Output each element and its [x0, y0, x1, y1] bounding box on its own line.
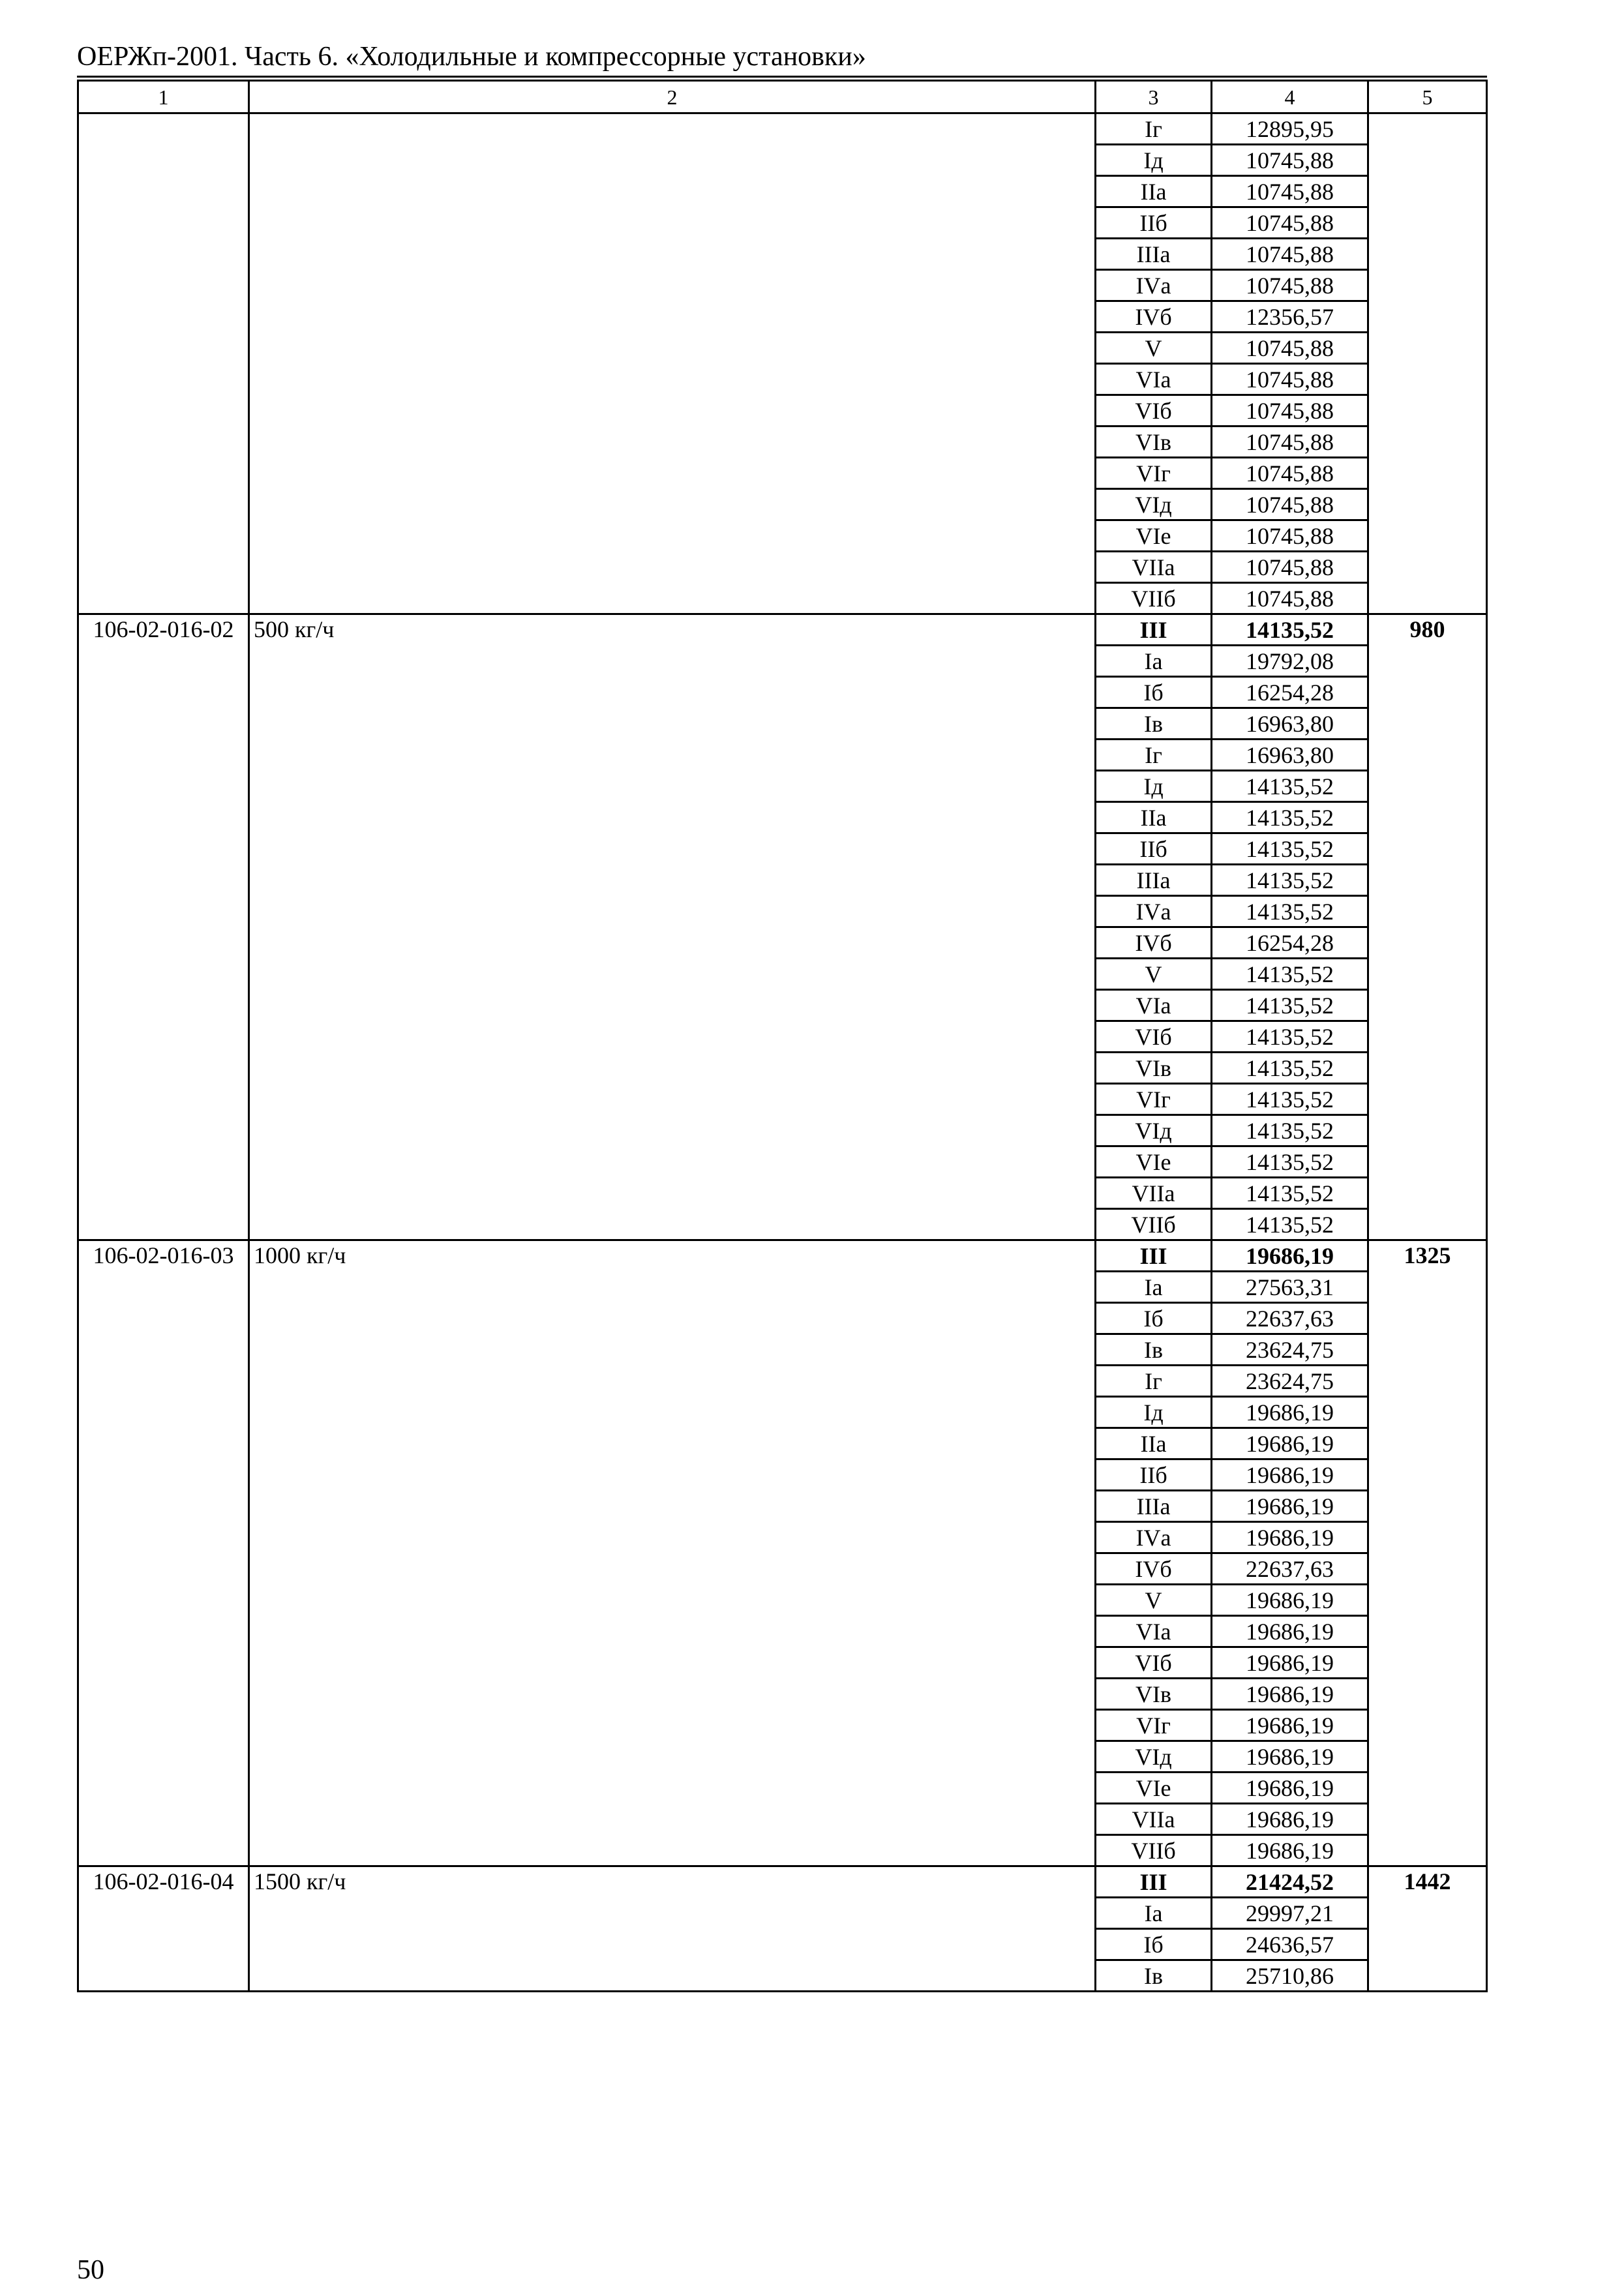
price-value: 19686,19: [1212, 1647, 1368, 1679]
price-value: 29997,21: [1212, 1898, 1368, 1929]
price-value: 19686,19: [1212, 1491, 1368, 1522]
zone-code: VIа: [1096, 1616, 1212, 1647]
zone-code: IVа: [1096, 896, 1212, 927]
zone-code: VIг: [1096, 1710, 1212, 1741]
zone-code: Iб: [1096, 1929, 1212, 1960]
price-value: 19686,19: [1212, 1522, 1368, 1553]
zone-code: VIд: [1096, 1741, 1212, 1773]
price-value: 16254,28: [1212, 677, 1368, 708]
zone-code: Iд: [1096, 771, 1212, 802]
item-code: [78, 113, 249, 614]
zone-code: VIб: [1096, 1021, 1212, 1053]
zone-code: VIIб: [1096, 1835, 1212, 1866]
price-value: 14135,52: [1212, 614, 1368, 646]
price-value: 14135,52: [1212, 1146, 1368, 1178]
item-code: 106-02-016-02: [78, 614, 249, 1240]
zone-code: IIа: [1096, 1428, 1212, 1459]
price-value: 19792,08: [1212, 646, 1368, 677]
zone-code: VIг: [1096, 1084, 1212, 1115]
price-value: 10745,88: [1212, 489, 1368, 520]
zone-code: IIб: [1096, 833, 1212, 865]
zone-code: IVа: [1096, 1522, 1212, 1553]
price-value: 14135,52: [1212, 1115, 1368, 1146]
table-row: [78, 1240, 1487, 1272]
zone-code: VIе: [1096, 1773, 1212, 1804]
price-value: 10745,88: [1212, 207, 1368, 239]
zone-code: VIд: [1096, 1115, 1212, 1146]
column-header: 2: [249, 81, 1096, 113]
page-number: 50: [77, 2255, 104, 2285]
price-value: 10745,88: [1212, 552, 1368, 583]
item-code: 106-02-016-04: [78, 1866, 249, 1992]
price-value: 22637,63: [1212, 1553, 1368, 1585]
zone-code: VIе: [1096, 520, 1212, 552]
zone-code: VIе: [1096, 1146, 1212, 1178]
zone-code: Iа: [1096, 1898, 1212, 1929]
price-table-container: [77, 80, 1488, 1992]
zone-code: IIIа: [1096, 239, 1212, 270]
price-value: 14135,52: [1212, 833, 1368, 865]
group-total: 1325: [1368, 1240, 1487, 1866]
zone-code: Iг: [1096, 740, 1212, 771]
zone-code: V: [1096, 959, 1212, 990]
price-value: 19686,19: [1212, 1240, 1368, 1272]
price-value: 19686,19: [1212, 1835, 1368, 1866]
zone-code: IIIа: [1096, 1491, 1212, 1522]
price-value: 23624,75: [1212, 1366, 1368, 1397]
zone-code: IVа: [1096, 270, 1212, 301]
zone-code: Iд: [1096, 145, 1212, 176]
zone-code: VIIа: [1096, 1178, 1212, 1209]
zone-code: IIб: [1096, 207, 1212, 239]
price-value: 14135,52: [1212, 1084, 1368, 1115]
price-value: 23624,75: [1212, 1334, 1368, 1366]
price-value: 14135,52: [1212, 771, 1368, 802]
column-header: 3: [1096, 81, 1212, 113]
price-value: 27563,31: [1212, 1272, 1368, 1303]
zone-code: VIIа: [1096, 552, 1212, 583]
price-value: 10745,88: [1212, 583, 1368, 614]
zone-code: VIд: [1096, 489, 1212, 520]
column-header: 1: [78, 81, 249, 113]
item-description: 500 кг/ч: [249, 614, 1096, 1240]
price-value: 12895,95: [1212, 113, 1368, 145]
price-value: 10745,88: [1212, 458, 1368, 489]
page-header: ОЕРЖп-2001. Часть 6. «Холодильные и компрессорные установки»: [77, 39, 1487, 78]
zone-code: IVб: [1096, 1553, 1212, 1585]
item-code: 106-02-016-03: [78, 1240, 249, 1866]
zone-code: IIIа: [1096, 865, 1212, 896]
zone-code: VIIа: [1096, 1804, 1212, 1835]
group-total: [1368, 113, 1487, 614]
zone-code: Iб: [1096, 677, 1212, 708]
column-header-row: [78, 81, 1487, 113]
zone-code: VIв: [1096, 1679, 1212, 1710]
price-value: 10745,88: [1212, 520, 1368, 552]
price-value: 14135,52: [1212, 1021, 1368, 1053]
zone-code: Iа: [1096, 646, 1212, 677]
price-value: 10745,88: [1212, 395, 1368, 426]
column-header: 5: [1368, 81, 1487, 113]
price-value: 19686,19: [1212, 1773, 1368, 1804]
group-total: 980: [1368, 614, 1487, 1240]
price-table: [77, 80, 1488, 1992]
price-value: 24636,57: [1212, 1929, 1368, 1960]
price-value: 19686,19: [1212, 1585, 1368, 1616]
zone-code: Iд: [1096, 1397, 1212, 1428]
price-value: 14135,52: [1212, 959, 1368, 990]
price-value: 10745,88: [1212, 176, 1368, 207]
zone-code: VIа: [1096, 364, 1212, 395]
price-table-body: [78, 81, 1487, 1992]
zone-code: IVб: [1096, 301, 1212, 333]
price-value: 12356,57: [1212, 301, 1368, 333]
price-value: 19686,19: [1212, 1459, 1368, 1491]
zone-code: Iб: [1096, 1303, 1212, 1334]
zone-code: VIIб: [1096, 583, 1212, 614]
group-total: 1442: [1368, 1866, 1487, 1992]
price-value: 14135,52: [1212, 896, 1368, 927]
zone-code: VIIб: [1096, 1209, 1212, 1240]
zone-code: III: [1096, 1866, 1212, 1898]
zone-code: IIб: [1096, 1459, 1212, 1491]
zone-code: III: [1096, 1240, 1212, 1272]
price-value: 14135,52: [1212, 1053, 1368, 1084]
item-description: 1000 кг/ч: [249, 1240, 1096, 1866]
price-value: 10745,88: [1212, 333, 1368, 364]
zone-code: Iв: [1096, 708, 1212, 740]
zone-code: VIг: [1096, 458, 1212, 489]
item-description: [249, 113, 1096, 614]
zone-code: VIа: [1096, 990, 1212, 1021]
item-description: 1500 кг/ч: [249, 1866, 1096, 1992]
price-value: 10745,88: [1212, 239, 1368, 270]
zone-code: VIв: [1096, 426, 1212, 458]
price-value: 19686,19: [1212, 1679, 1368, 1710]
price-value: 10745,88: [1212, 364, 1368, 395]
zone-code: IIа: [1096, 176, 1212, 207]
zone-code: VIб: [1096, 395, 1212, 426]
price-value: 10745,88: [1212, 270, 1368, 301]
price-value: 21424,52: [1212, 1866, 1368, 1898]
zone-code: V: [1096, 1585, 1212, 1616]
price-value: 10745,88: [1212, 145, 1368, 176]
zone-code: Iг: [1096, 1366, 1212, 1397]
zone-code: Iв: [1096, 1960, 1212, 1992]
price-value: 19686,19: [1212, 1710, 1368, 1741]
price-value: 14135,52: [1212, 1209, 1368, 1240]
column-header: 4: [1212, 81, 1368, 113]
zone-code: IVб: [1096, 927, 1212, 959]
table-row: [78, 113, 1487, 145]
price-value: 19686,19: [1212, 1741, 1368, 1773]
zone-code: VIб: [1096, 1647, 1212, 1679]
price-value: 19686,19: [1212, 1804, 1368, 1835]
price-value: 14135,52: [1212, 1178, 1368, 1209]
zone-code: V: [1096, 333, 1212, 364]
price-value: 19686,19: [1212, 1616, 1368, 1647]
zone-code: Iа: [1096, 1272, 1212, 1303]
zone-code: VIв: [1096, 1053, 1212, 1084]
price-value: 10745,88: [1212, 426, 1368, 458]
price-value: 19686,19: [1212, 1428, 1368, 1459]
zone-code: IIа: [1096, 802, 1212, 833]
price-value: 16254,28: [1212, 927, 1368, 959]
price-value: 16963,80: [1212, 740, 1368, 771]
table-row: [78, 614, 1487, 646]
zone-code: Iв: [1096, 1334, 1212, 1366]
price-value: 19686,19: [1212, 1397, 1368, 1428]
zone-code: III: [1096, 614, 1212, 646]
zone-code: Iг: [1096, 113, 1212, 145]
price-value: 22637,63: [1212, 1303, 1368, 1334]
table-row: [78, 1866, 1487, 1898]
price-value: 16963,80: [1212, 708, 1368, 740]
price-value: 14135,52: [1212, 990, 1368, 1021]
price-value: 25710,86: [1212, 1960, 1368, 1992]
price-value: 14135,52: [1212, 802, 1368, 833]
price-value: 14135,52: [1212, 865, 1368, 896]
